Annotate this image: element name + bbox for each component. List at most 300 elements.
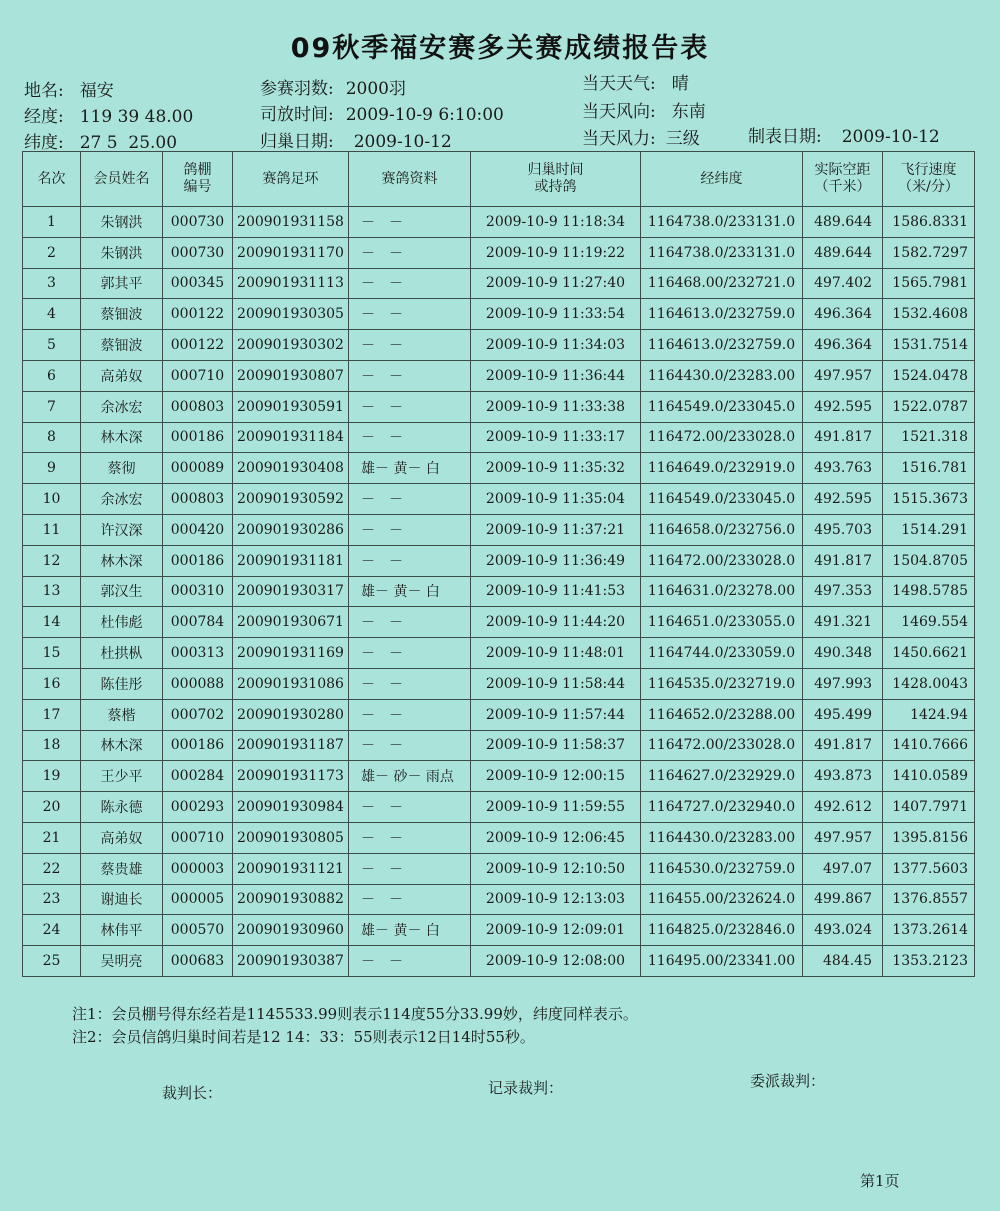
table-row: [23, 545, 975, 576]
header-time: [471, 152, 641, 207]
cell-rank: 16: [23, 668, 81, 699]
header-row: [23, 152, 975, 207]
cell-loft: 000345: [163, 268, 233, 299]
cell-ring: 200901931173: [233, 761, 349, 792]
cell-distance: 489.644: [803, 207, 883, 238]
table-row: [23, 484, 975, 515]
cell-speed: 1410.0589: [883, 761, 975, 792]
place-label: 地名:: [24, 81, 64, 101]
cell-info: － －: [349, 607, 471, 638]
cell-distance: 497.353: [803, 576, 883, 607]
wind-force-label: 当天风力:: [582, 129, 656, 149]
cell-time: 2009-10-9 11:59:55: [471, 792, 641, 823]
cell-time: 2009-10-9 11:27:40: [471, 268, 641, 299]
cell-time: 2009-10-9 11:57:44: [471, 699, 641, 730]
cell-loft: 000803: [163, 484, 233, 515]
cell-member: 高弟奴: [81, 822, 163, 853]
ring-header: 赛鸽足环: [262, 170, 319, 187]
cell-member: 蔡钿波: [81, 330, 163, 361]
meta-release: [260, 100, 504, 125]
cell-rank: 25: [23, 946, 81, 977]
table-row: [23, 884, 975, 915]
table-row: [23, 237, 975, 268]
cell-ring: 200901930387: [233, 946, 349, 977]
header-rank: [23, 152, 81, 207]
cell-loft: 000710: [163, 822, 233, 853]
cell-member: 余冰宏: [81, 484, 163, 515]
cell-loft: 000313: [163, 638, 233, 669]
cell-speed: 1532.4608: [883, 299, 975, 330]
wind-force-value: 三级: [665, 129, 700, 149]
cell-coords: 1164652.0/23288.00: [641, 699, 803, 730]
cell-distance: 484.45: [803, 946, 883, 977]
meta-latitude: [24, 128, 177, 153]
cell-distance: 492.595: [803, 484, 883, 515]
cell-coords: 116495.00/23341.00: [641, 946, 803, 977]
cell-member: 蔡钿波: [81, 299, 163, 330]
cell-rank: 20: [23, 792, 81, 823]
table-row: [23, 730, 975, 761]
cell-loft: 000005: [163, 884, 233, 915]
cell-member: 朱钢洪: [81, 237, 163, 268]
cell-time: 2009-10-9 11:37:21: [471, 514, 641, 545]
cell-speed: 1424.94: [883, 699, 975, 730]
table-row: [23, 792, 975, 823]
cell-distance: 492.595: [803, 391, 883, 422]
cell-coords: 1164549.0/233045.0: [641, 391, 803, 422]
meta-count: [260, 74, 406, 99]
results-table: [22, 151, 975, 977]
results-body: [23, 207, 975, 977]
cell-rank: 1: [23, 207, 81, 238]
cell-ring: 200901930408: [233, 453, 349, 484]
cell-coords: 1164430.0/23283.00: [641, 822, 803, 853]
cell-rank: 14: [23, 607, 81, 638]
cell-ring: 200901930592: [233, 484, 349, 515]
cell-ring: 200901930305: [233, 299, 349, 330]
cell-distance: 493.873: [803, 761, 883, 792]
cell-speed: 1469.554: [883, 607, 975, 638]
cell-info: － －: [349, 699, 471, 730]
cell-distance: 491.817: [803, 545, 883, 576]
cell-info: － －: [349, 237, 471, 268]
cell-loft: 000710: [163, 360, 233, 391]
cell-coords: 1164825.0/232846.0: [641, 915, 803, 946]
cell-rank: 3: [23, 268, 81, 299]
cell-speed: 1376.8557: [883, 884, 975, 915]
cell-ring: 200901930805: [233, 822, 349, 853]
report-title: 09秋季福安赛多关赛成绩报告表: [290, 33, 710, 64]
cell-rank: 22: [23, 853, 81, 884]
cell-member: 郭汉生: [81, 576, 163, 607]
cell-time: 2009-10-9 12:00:15: [471, 761, 641, 792]
cell-info: － －: [349, 268, 471, 299]
cell-time: 2009-10-9 11:36:49: [471, 545, 641, 576]
table-row: [23, 946, 975, 977]
return-value: 2009-10-12: [353, 132, 452, 152]
cell-loft: 000702: [163, 699, 233, 730]
cell-rank: 6: [23, 360, 81, 391]
cell-member: 吴明亮: [81, 946, 163, 977]
cell-time: 2009-10-9 12:08:00: [471, 946, 641, 977]
cell-info: 雄－ 黄－ 白: [349, 576, 471, 607]
cell-time: 2009-10-9 11:33:38: [471, 391, 641, 422]
header-member: [81, 152, 163, 207]
meta-wind-direction: [582, 97, 706, 122]
cell-info: － －: [349, 207, 471, 238]
distance-header: 实际空距 （千米）: [814, 162, 871, 195]
cell-coords: 1164738.0/233131.0: [641, 207, 803, 238]
cell-time: 2009-10-9 11:35:04: [471, 484, 641, 515]
cell-info: 雄－ 黄－ 白: [349, 453, 471, 484]
cell-loft: 000088: [163, 668, 233, 699]
cell-ring: 200901930984: [233, 792, 349, 823]
cell-member: 蔡楷: [81, 699, 163, 730]
cell-ring: 200901931187: [233, 730, 349, 761]
cell-speed: 1410.7666: [883, 730, 975, 761]
cell-ring: 200901931086: [233, 668, 349, 699]
header-speed: [883, 152, 975, 207]
cell-rank: 9: [23, 453, 81, 484]
cell-coords: 116468.00/232721.0: [641, 268, 803, 299]
cell-info: － －: [349, 884, 471, 915]
cell-time: 2009-10-9 11:41:53: [471, 576, 641, 607]
cell-rank: 12: [23, 545, 81, 576]
cell-rank: 7: [23, 391, 81, 422]
cell-loft: 000570: [163, 915, 233, 946]
header-ring: [233, 152, 349, 207]
cell-distance: 492.612: [803, 792, 883, 823]
wind-direction-value: 东南: [671, 102, 706, 122]
cell-distance: 496.364: [803, 299, 883, 330]
cell-distance: 497.957: [803, 822, 883, 853]
cell-coords: 116472.00/233028.0: [641, 730, 803, 761]
cell-time: 2009-10-9 11:58:44: [471, 668, 641, 699]
count-label: 参赛羽数:: [260, 79, 334, 99]
cell-member: 陈永德: [81, 792, 163, 823]
table-row: [23, 607, 975, 638]
cell-ring: 200901930960: [233, 915, 349, 946]
cell-ring: 200901930317: [233, 576, 349, 607]
cell-rank: 10: [23, 484, 81, 515]
longitude-value: 119 39 48.00: [79, 107, 194, 127]
cell-coords: 1164744.0/233059.0: [641, 638, 803, 669]
table-row: [23, 699, 975, 730]
cell-coords: 116455.00/232624.0: [641, 884, 803, 915]
place-value: 福安: [79, 81, 114, 101]
cell-speed: 1586.8331: [883, 207, 975, 238]
cell-speed: 1407.7971: [883, 792, 975, 823]
meta-made-date: [748, 122, 940, 147]
cell-speed: 1521.318: [883, 422, 975, 453]
release-label: 司放时间:: [260, 105, 334, 125]
cell-loft: 000420: [163, 514, 233, 545]
cell-ring: 200901930286: [233, 514, 349, 545]
cell-info: 雄－ 砂－ 雨点: [349, 761, 471, 792]
cell-distance: 493.024: [803, 915, 883, 946]
cell-speed: 1373.2614: [883, 915, 975, 946]
table-row: [23, 514, 975, 545]
table-row: [23, 299, 975, 330]
cell-member: 许汉深: [81, 514, 163, 545]
cell-info: － －: [349, 668, 471, 699]
cell-distance: 491.817: [803, 730, 883, 761]
count-value: 2000羽: [345, 79, 406, 99]
cell-coords: 1164651.0/233055.0: [641, 607, 803, 638]
page-number: 第1页: [860, 1172, 900, 1190]
cell-info: － －: [349, 792, 471, 823]
recorder-referee-label: 记录裁判：: [488, 1079, 564, 1097]
cell-rank: 23: [23, 884, 81, 915]
cell-member: 郭其平: [81, 268, 163, 299]
cell-time: 2009-10-9 12:09:01: [471, 915, 641, 946]
cell-member: 陈佳彤: [81, 668, 163, 699]
cell-ring: 200901930807: [233, 360, 349, 391]
cell-speed: 1582.7297: [883, 237, 975, 268]
table-row: [23, 822, 975, 853]
cell-rank: 13: [23, 576, 81, 607]
table-row: [23, 761, 975, 792]
cell-coords: 1164530.0/232759.0: [641, 853, 803, 884]
table-row: [23, 268, 975, 299]
cell-info: － －: [349, 822, 471, 853]
cell-rank: 18: [23, 730, 81, 761]
cell-info: － －: [349, 946, 471, 977]
cell-distance: 495.703: [803, 514, 883, 545]
cell-coords: 1164727.0/232940.0: [641, 792, 803, 823]
cell-speed: 1504.8705: [883, 545, 975, 576]
cell-rank: 21: [23, 822, 81, 853]
cell-coords: 1164613.0/232759.0: [641, 299, 803, 330]
cell-member: 林木深: [81, 422, 163, 453]
weather-value: 晴: [671, 74, 689, 94]
wind-direction-label: 当天风向:: [582, 102, 656, 122]
info-header: 赛鸽资料: [381, 170, 438, 187]
cell-loft: 000186: [163, 422, 233, 453]
cell-coords: 1164535.0/232719.0: [641, 668, 803, 699]
table-row: [23, 638, 975, 669]
cell-rank: 2: [23, 237, 81, 268]
cell-ring: 200901931121: [233, 853, 349, 884]
cell-info: 雄－ 黄－ 白: [349, 915, 471, 946]
cell-ring: 200901930302: [233, 330, 349, 361]
cell-time: 2009-10-9 12:10:50: [471, 853, 641, 884]
delegate-referee-label: 委派裁判：: [750, 1072, 826, 1090]
cell-loft: 000803: [163, 391, 233, 422]
cell-info: － －: [349, 422, 471, 453]
table-row: [23, 668, 975, 699]
cell-ring: 200901931158: [233, 207, 349, 238]
meta-place: [24, 76, 114, 101]
cell-info: － －: [349, 853, 471, 884]
chief-referee-label: 裁判长：: [162, 1084, 223, 1102]
header-coords: [641, 152, 803, 207]
cell-member: 林伟平: [81, 915, 163, 946]
speed-header: 飞行速度 （米/分）: [898, 162, 959, 195]
rank-header: 名次: [37, 170, 66, 187]
cell-coords: 1164627.0/232929.0: [641, 761, 803, 792]
made-date-value: 2009-10-12: [841, 127, 940, 147]
cell-loft: 000784: [163, 607, 233, 638]
cell-rank: 19: [23, 761, 81, 792]
table-row: [23, 207, 975, 238]
meta-longitude: [24, 102, 193, 127]
table-row: [23, 576, 975, 607]
cell-time: 2009-10-9 11:48:01: [471, 638, 641, 669]
cell-member: 高弟奴: [81, 360, 163, 391]
cell-info: － －: [349, 330, 471, 361]
cell-distance: 497.993: [803, 668, 883, 699]
cell-loft: 000683: [163, 946, 233, 977]
cell-distance: 495.499: [803, 699, 883, 730]
latitude-label: 纬度:: [24, 133, 64, 153]
table-row: [23, 391, 975, 422]
cell-ring: 200901931170: [233, 237, 349, 268]
latitude-value: 27 5 25.00: [79, 133, 178, 153]
cell-time: 2009-10-9 11:34:03: [471, 330, 641, 361]
header-loft: [163, 152, 233, 207]
cell-speed: 1395.8156: [883, 822, 975, 853]
cell-coords: 1164549.0/233045.0: [641, 484, 803, 515]
coords-header: 经纬度: [700, 170, 743, 187]
cell-info: － －: [349, 514, 471, 545]
cell-time: 2009-10-9 12:06:45: [471, 822, 641, 853]
cell-info: － －: [349, 638, 471, 669]
cell-loft: 000284: [163, 761, 233, 792]
cell-coords: 1164430.0/23283.00: [641, 360, 803, 391]
cell-info: － －: [349, 360, 471, 391]
weather-label: 当天天气:: [582, 74, 656, 94]
return-label: 归巢日期:: [260, 132, 334, 152]
cell-speed: 1565.7981: [883, 268, 975, 299]
cell-ring: 200901930591: [233, 391, 349, 422]
note-2: 注2：会员信鸽归巢时间若是12 14：33：55则表示12日14时55秒。: [72, 1028, 535, 1046]
cell-distance: 489.644: [803, 237, 883, 268]
cell-coords: 1164649.0/232919.0: [641, 453, 803, 484]
cell-loft: 000186: [163, 730, 233, 761]
cell-distance: 491.817: [803, 422, 883, 453]
cell-ring: 200901930280: [233, 699, 349, 730]
cell-ring: 200901931113: [233, 268, 349, 299]
header-distance: [803, 152, 883, 207]
cell-time: 2009-10-9 11:58:37: [471, 730, 641, 761]
cell-speed: 1428.0043: [883, 668, 975, 699]
table-row: [23, 330, 975, 361]
table-row: [23, 453, 975, 484]
cell-member: 蔡贵雄: [81, 853, 163, 884]
cell-ring: 200901931169: [233, 638, 349, 669]
cell-coords: 116472.00/233028.0: [641, 422, 803, 453]
cell-distance: 497.402: [803, 268, 883, 299]
cell-time: 2009-10-9 11:33:17: [471, 422, 641, 453]
cell-speed: 1516.781: [883, 453, 975, 484]
cell-coords: 1164738.0/233131.0: [641, 237, 803, 268]
cell-loft: 000730: [163, 237, 233, 268]
cell-member: 林木深: [81, 730, 163, 761]
cell-loft: 000293: [163, 792, 233, 823]
table-row: [23, 422, 975, 453]
cell-coords: 1164613.0/232759.0: [641, 330, 803, 361]
cell-loft: 000730: [163, 207, 233, 238]
cell-time: 2009-10-9 11:36:44: [471, 360, 641, 391]
member-header: 会员姓名: [93, 170, 150, 187]
cell-ring: 200901931181: [233, 545, 349, 576]
cell-info: － －: [349, 299, 471, 330]
release-value: 2009-10-9 6:10:00: [345, 105, 504, 125]
cell-speed: 1450.6621: [883, 638, 975, 669]
cell-speed: 1524.0478: [883, 360, 975, 391]
cell-distance: 497.07: [803, 853, 883, 884]
cell-rank: 5: [23, 330, 81, 361]
cell-info: － －: [349, 391, 471, 422]
cell-info: － －: [349, 730, 471, 761]
cell-speed: 1353.2123: [883, 946, 975, 977]
cell-loft: 000122: [163, 330, 233, 361]
cell-loft: 000122: [163, 299, 233, 330]
cell-coords: 1164658.0/232756.0: [641, 514, 803, 545]
cell-speed: 1514.291: [883, 514, 975, 545]
cell-distance: 496.364: [803, 330, 883, 361]
meta-return: [260, 127, 452, 152]
cell-coords: 116472.00/233028.0: [641, 545, 803, 576]
cell-time: 2009-10-9 11:33:54: [471, 299, 641, 330]
cell-distance: 490.348: [803, 638, 883, 669]
cell-member: 蔡彻: [81, 453, 163, 484]
cell-speed: 1531.7514: [883, 330, 975, 361]
cell-distance: 493.763: [803, 453, 883, 484]
meta-wind-force: [582, 124, 700, 149]
cell-member: 谢迪长: [81, 884, 163, 915]
cell-time: 2009-10-9 11:44:20: [471, 607, 641, 638]
longitude-label: 经度:: [24, 107, 64, 127]
cell-speed: 1522.0787: [883, 391, 975, 422]
cell-distance: 491.321: [803, 607, 883, 638]
table-row: [23, 853, 975, 884]
cell-speed: 1515.3673: [883, 484, 975, 515]
cell-ring: 200901930882: [233, 884, 349, 915]
table-row: [23, 360, 975, 391]
cell-time: 2009-10-9 11:18:34: [471, 207, 641, 238]
cell-loft: 000003: [163, 853, 233, 884]
cell-time: 2009-10-9 11:35:32: [471, 453, 641, 484]
cell-coords: 1164631.0/23278.00: [641, 576, 803, 607]
cell-loft: 000310: [163, 576, 233, 607]
table-row: [23, 915, 975, 946]
cell-distance: 499.867: [803, 884, 883, 915]
cell-member: 朱钢洪: [81, 207, 163, 238]
meta-weather: [582, 69, 689, 94]
cell-rank: 15: [23, 638, 81, 669]
cell-member: 余冰宏: [81, 391, 163, 422]
cell-rank: 8: [23, 422, 81, 453]
cell-rank: 24: [23, 915, 81, 946]
cell-rank: 4: [23, 299, 81, 330]
header-info: [349, 152, 471, 207]
cell-time: 2009-10-9 11:19:22: [471, 237, 641, 268]
cell-info: － －: [349, 545, 471, 576]
cell-member: 王少平: [81, 761, 163, 792]
note-1: 注1：会员棚号得东经若是1145533.99则表示114度55分33.99妙，纬度同样表示。: [72, 1005, 638, 1023]
cell-member: 杜拱枞: [81, 638, 163, 669]
cell-loft: 000089: [163, 453, 233, 484]
cell-member: 杜伟彪: [81, 607, 163, 638]
cell-ring: 200901930671: [233, 607, 349, 638]
cell-distance: 497.957: [803, 360, 883, 391]
cell-speed: 1498.5785: [883, 576, 975, 607]
made-date-label: 制表日期:: [748, 127, 822, 147]
cell-ring: 200901931184: [233, 422, 349, 453]
cell-time: 2009-10-9 12:13:03: [471, 884, 641, 915]
